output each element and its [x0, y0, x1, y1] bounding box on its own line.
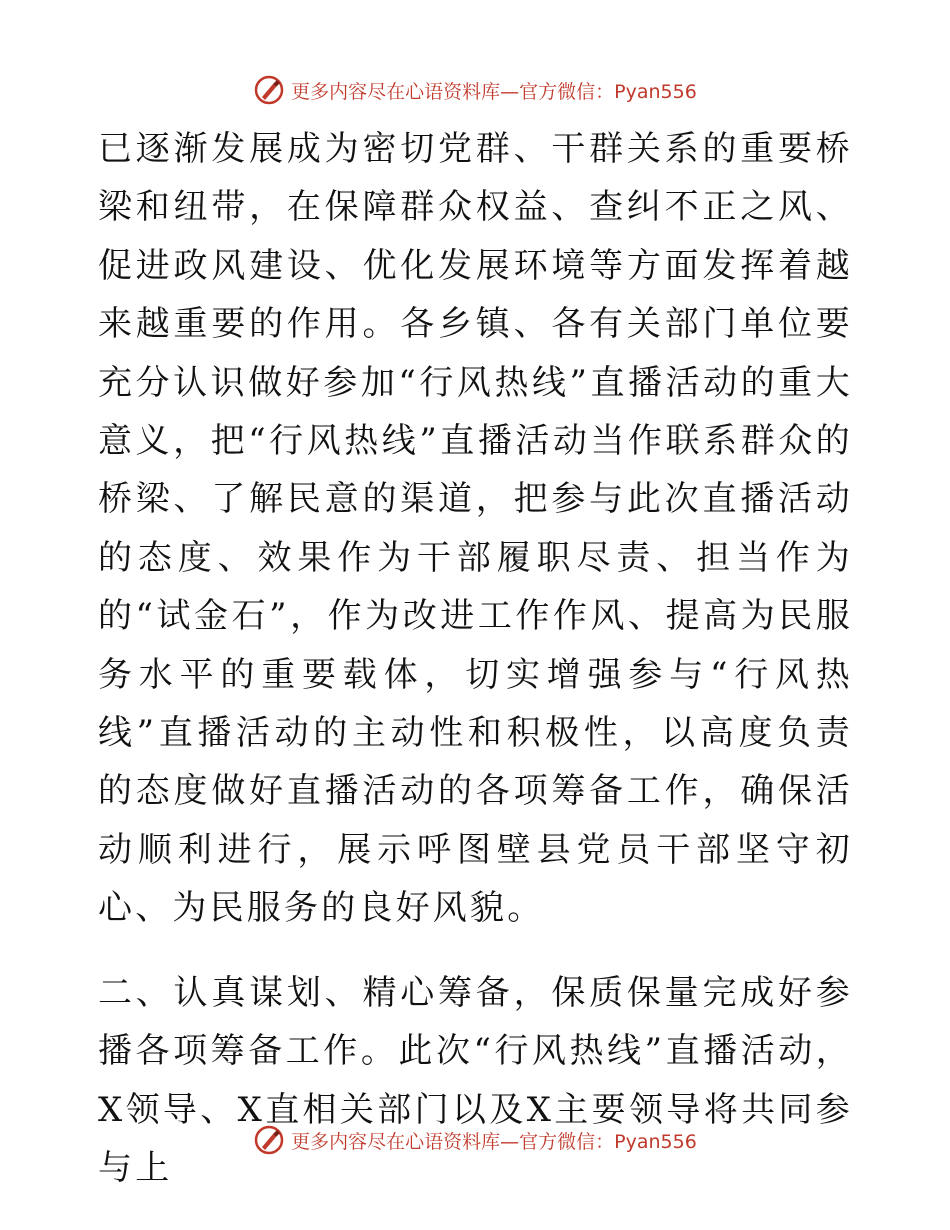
document-body — [98, 120, 853, 1197]
footer-watermark — [0, 1120, 950, 1160]
body-paragraph-2: 二、认真谋划、精心筹备，保质保量完成好参播各项筹备工作。此次“行风热线”直播活动，X领导、X直相关部门以及X主要领导将共同参与上 — [98, 972, 853, 1188]
watermark-text — [291, 77, 697, 104]
watermark-sub: —官方微信：Pyan556 — [500, 1130, 697, 1153]
watermark-sub: —官方微信：Pyan556 — [500, 80, 697, 103]
pen-logo-icon — [253, 1124, 285, 1156]
watermark-main: 更多内容尽在心语资料库 — [291, 80, 501, 103]
watermark-text — [291, 1127, 697, 1154]
pen-logo-icon — [253, 74, 285, 106]
body-paragraph-1: 已逐渐发展成为密切党群、干群关系的重要桥梁和纽带，在保障群众权益、查纠不正之风、促进政风建设、优化发展环境等方面发挥着越来越重要的作用。各乡镇、各有关部门单位要充分认识做好参加“行风热线”直播活动的重大意义，把“行风热线”直播活动当作联系群众的桥梁、了解民意的渠道，把参与此次直播活动的态度、效果作为干部履职尽责、担当作为的“试金石”，作为改进工作作风、提高为民服务水平的重要载体，切实增强参与“行风热线”直播活动的主动性和积极性，以高度负责的态度做好直播活动的各项筹备工作，确保活动顺利进行，展示呼图壁县党员干部坚守初心、为民服务的良好风貌。 — [98, 129, 853, 929]
watermark-main: 更多内容尽在心语资料库 — [291, 1130, 501, 1153]
header-watermark — [0, 70, 950, 110]
